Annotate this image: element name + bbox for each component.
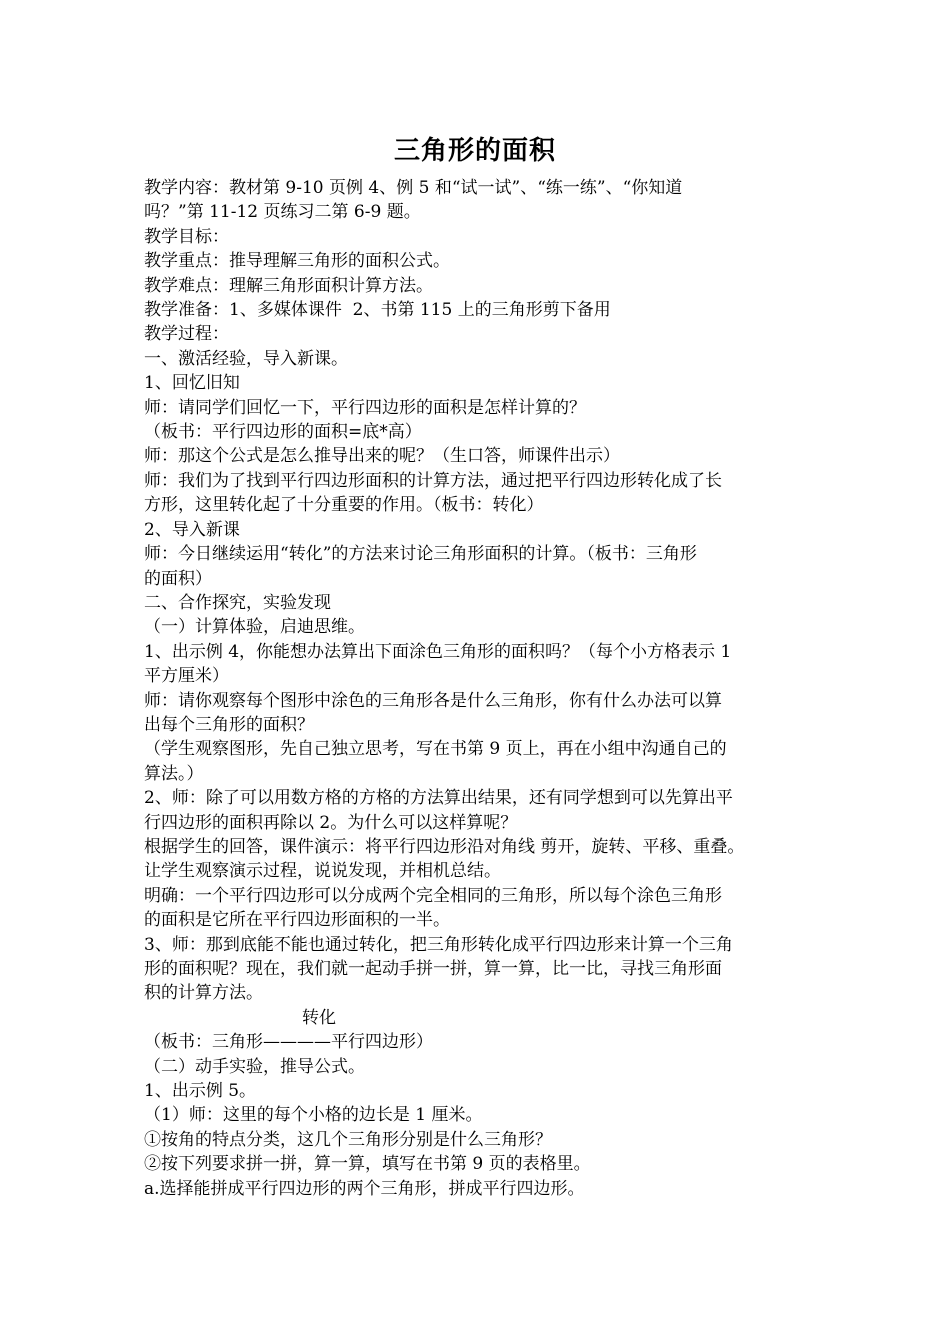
text-line: 的面积） <box>144 568 212 589</box>
text-line: a.选择能拼成平行四边形的两个三角形，拼成平行四边形。 <box>144 1178 585 1199</box>
text-line: （二）动手实验，推导公式。 <box>144 1056 365 1077</box>
convert-label: 转化 <box>302 1007 336 1028</box>
text-line: 算法。） <box>144 763 204 784</box>
text-line: 方形，这里转化起了十分重要的作用。（板书：转化） <box>144 495 544 516</box>
text-line: （学生观察图形，先自己独立思考，写在书第 9 页上，再在小组中沟通自己的 <box>144 739 727 760</box>
text-line: 师：今日继续运用“转化”的方法来讨论三角形面积的计算。（板书：三角形 <box>144 544 697 565</box>
text-line: 行四边形的面积再除以 2。为什么可以这样算呢？ <box>144 812 518 833</box>
text-line: 让学生观察演示过程，说说发现，并相机总结。 <box>144 861 501 882</box>
page-title: 三角形的面积 <box>393 136 556 166</box>
text-line: 师：我们为了找到平行四边形面积的计算方法，通过把平行四边形转化成了长 <box>144 470 722 491</box>
text-line: 教学难点：理解三角形面积计算方法。 <box>144 275 433 296</box>
text-line: ②按下列要求拼一拼，算一算，填写在书第 9 页的表格里。 <box>144 1154 591 1175</box>
text-line: 根据学生的回答，课件演示：将平行四边形沿对角线 剪开，旋转、平移、重叠。 <box>144 836 745 857</box>
text-line: ①按角的特点分类，这几个三角形分别是什么三角形？ <box>144 1129 552 1150</box>
text-line: 出每个三角形的面积？ <box>144 714 314 735</box>
document-body <box>144 176 824 1201</box>
text-line: 吗？”第 11-12 页练习二第 6-9 题。 <box>144 202 421 223</box>
text-line: 一、激活经验，导入新课。 <box>144 348 348 369</box>
text-line: 1、出示例 5。 <box>144 1081 257 1102</box>
text-line: 1、出示例 4，你能想办法算出下面涂色三角形的面积吗？（每个小方格表示 1 <box>144 641 732 662</box>
text-line: 师：那这个公式是怎么推导出来的呢？（生口答，师课件出示） <box>144 446 620 467</box>
text-line: 积的计算方法。 <box>144 983 263 1004</box>
text-line: 2、师：除了可以用数方格的方格的方法算出结果，还有同学想到可以先算出平 <box>144 788 733 809</box>
text-line: （一）计算体验，启迪思维。 <box>144 617 365 638</box>
text-line: （1）师：这里的每个小格的边长是 1 厘米。 <box>144 1105 483 1126</box>
text-line: 2、导入新课 <box>144 519 240 540</box>
text-line: 形的面积呢？现在，我们就一起动手拼一拼，算一算，比一比，寻找三角形面 <box>144 959 722 979</box>
text-line: 1、回忆旧知 <box>144 373 240 394</box>
text-line: （板书：三角形————平行四边形） <box>144 1032 433 1053</box>
text-line: 二、合作探究，实验发现 <box>144 592 331 613</box>
text-line: 师：请你观察每个图形中涂色的三角形各是什么三角形，你有什么办法可以算 <box>144 690 722 711</box>
text-line: 平方厘米） <box>144 666 229 687</box>
text-line: 师：请同学们回忆一下，平行四边形的面积是怎样计算的？ <box>144 397 586 418</box>
text-line: 教学内容：教材第 9-10 页例 4、例 5 和“试一试”、“练一练”、“你知道 <box>144 178 683 198</box>
text-line: 教学重点：推导理解三角形的面积公式。 <box>144 251 450 272</box>
text-line: （板书：平行四边形的面积=底*高） <box>144 422 422 443</box>
text-line: 明确：一个平行四边形可以分成两个完全相同的三角形，所以每个涂色三角形 <box>144 885 722 906</box>
text-line: 的面积是它所在平行四边形面积的一半。 <box>144 910 450 931</box>
text-line: 3、师：那到底能不能也通过转化，把三角形转化成平行四边形来计算一个三角 <box>144 934 733 955</box>
text-line: 教学过程： <box>144 324 229 345</box>
text-line: 教学准备：1、多媒体课件 2、书第 115 上的三角形剪下备用 <box>144 300 611 321</box>
text-line: 教学目标： <box>144 226 229 247</box>
